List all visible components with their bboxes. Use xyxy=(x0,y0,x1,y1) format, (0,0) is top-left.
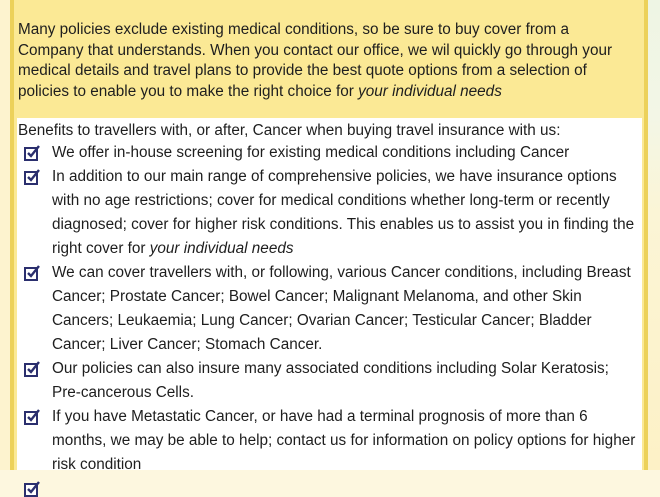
benefit-item xyxy=(17,141,642,165)
page-background-right xyxy=(648,0,660,470)
benefits-section xyxy=(17,118,642,473)
benefit-text: Our policies can also insure many associated conditions including Solar Keratosis; Pre-cancerous Cells. xyxy=(52,360,609,401)
panel-border-right xyxy=(644,0,648,470)
benefit-text: In addition to our main range of comprehensive policies, we have insurance options with no age restrictions; cover for medical conditions whether long-term or recently diagnosed; cover for higher risk conditions. This enables us to assist you in finding the right cover for xyxy=(52,168,635,257)
benefits-list xyxy=(17,141,642,477)
checkbox-checked-icon xyxy=(24,169,41,185)
checkbox-checked-icon xyxy=(24,361,41,377)
benefit-item xyxy=(17,357,642,405)
benefit-text: If you have Metastatic Cancer, or have had a terminal prognosis of more than 6 months, we may be able to help; contact us for information on policy options for higher risk condition xyxy=(52,408,636,473)
benefits-heading: Benefits to travellers with, or after, Cancer when buying travel insurance with us: xyxy=(18,122,561,139)
benefit-item xyxy=(17,261,642,357)
benefit-emphasis: your individual needs xyxy=(149,240,294,257)
intro-text: Many policies exclude existing medical conditions, so be sure to buy cover from a Company that understands. When you contact our office, we wil quickly go through your medical details and travel plans to provide the best quote options from a selection of policies to enable you to make the right choice for xyxy=(18,21,613,100)
intro-paragraph xyxy=(18,20,638,102)
benefit-item xyxy=(17,165,642,261)
benefit-text: We can cover travellers with, or following, various Cancer conditions, including Breast Cancer; Prostate Cancer; Bowel Cancer; Malignant Melanoma, and other Skin Cancers; Leukaemia; Lung Cancer; Ovarian Cancer; Testicular Cancer; Bladder Cancer; Liver Cancer; Stomach Cancer. xyxy=(52,264,631,353)
benefit-item xyxy=(17,405,642,477)
intro-emphasis: your individual needs xyxy=(358,82,502,100)
checkbox-checked-icon xyxy=(24,409,41,425)
checkbox-checked-icon xyxy=(24,265,41,281)
checkbox-checked-icon xyxy=(24,481,41,497)
checkbox-checked-icon xyxy=(24,145,41,161)
panel-border-left xyxy=(10,0,14,470)
page-background-left xyxy=(0,0,10,470)
benefit-text: We offer in-house screening for existing medical conditions including Cancer xyxy=(52,144,570,161)
